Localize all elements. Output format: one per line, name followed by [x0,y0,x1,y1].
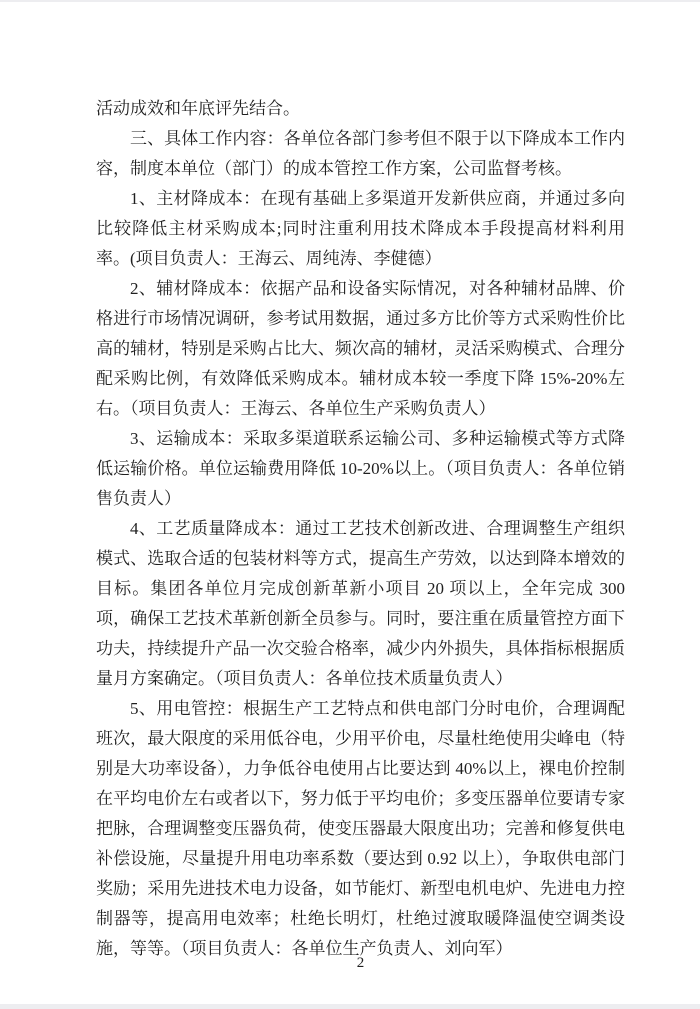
paragraph-section-3-heading: 三、具体工作内容：各单位各部门参考但不限于以下降成本工作内容，制度本单位（部门）的成本管控工作方案，公司监督考核。 [96,129,625,178]
page-top-edge [0,0,700,2]
page-number: 2 [356,955,365,971]
paragraph-item-3-transport-cost: 3、运输成本：采取多渠道联系运输公司、多种运输模式等方式降低运输价格。单位运输费用降低 10-20%以上。（项目负责人：各单位销售负责人） [96,429,625,508]
document-body-text [96,94,625,964]
paragraph-item-1-main-material-cost: 1、主材降成本：在现有基础上多渠道开发新供应商，并通过多向比较降低主材采购成本;同时注重利用技术降成本手段提高材料利用率。(项目负责人：王海云、周纯涛、李健德） [96,189,625,268]
paragraph-item-5-electricity-control: 5、用电管控：根据生产工艺特点和供电部门分时电价，合理调配班次，最大限度的采用低谷电，少用平价电，尽量杜绝使用尖峰电（特别是大功率设备），力争低谷电使用占比要达到 40%以上，裸电价控制在平均电价左右或者以下，努力低于平均电价；多变压器单位要请专家把脉，合理调整变压器负荷，使变压器最大限度出功；完善和修复供电补偿设施，尽量提升用电功率系数（要达到 0.92 以上），争取供电部门奖励；采用先进技术电力设备，如节能灯、新型电机电炉、先进电力控制器等，提高用电效率；杜绝长明灯，杜绝过渡取暖降温使空调类设施，等等。（项目负责人：各单位生产负责人、刘向军） [96,699,625,958]
paragraph-item-4-process-quality-cost: 4、工艺质量降成本：通过工艺技术创新改进、合理调整生产组织模式、选取合适的包装材料等方式，提高生产劳效，以达到降本增效的目标。集团各单位月完成创新革新小项目 20 项以上，全年完成 300 项，确保工艺技术革新创新全员参与。同时，要注重在质量管控方面下功夫，持续提升产品一次交验合格率，减少内外损失，具体指标根据质量月方案确定。（项目负责人：各单位技术质量负责人） [96,519,625,688]
paragraph-continuation: 活动成效和年底评先结合。 [96,99,300,118]
paragraph-item-2-auxiliary-material-cost: 2、辅材降成本：依据产品和设备实际情况，对各种辅材品牌、价格进行市场情况调研，参考试用数据，通过多方比价等方式采购性价比高的辅材，特别是采购占比大、频次高的辅材，灵活采购模式、合理分配采购比例，有效降低采购成本。辅材成本较一季度下降 15%-20%左右。（项目负责人：王海云、各单位生产采购负责人） [96,279,625,418]
page-bottom-edge [0,1004,700,1009]
